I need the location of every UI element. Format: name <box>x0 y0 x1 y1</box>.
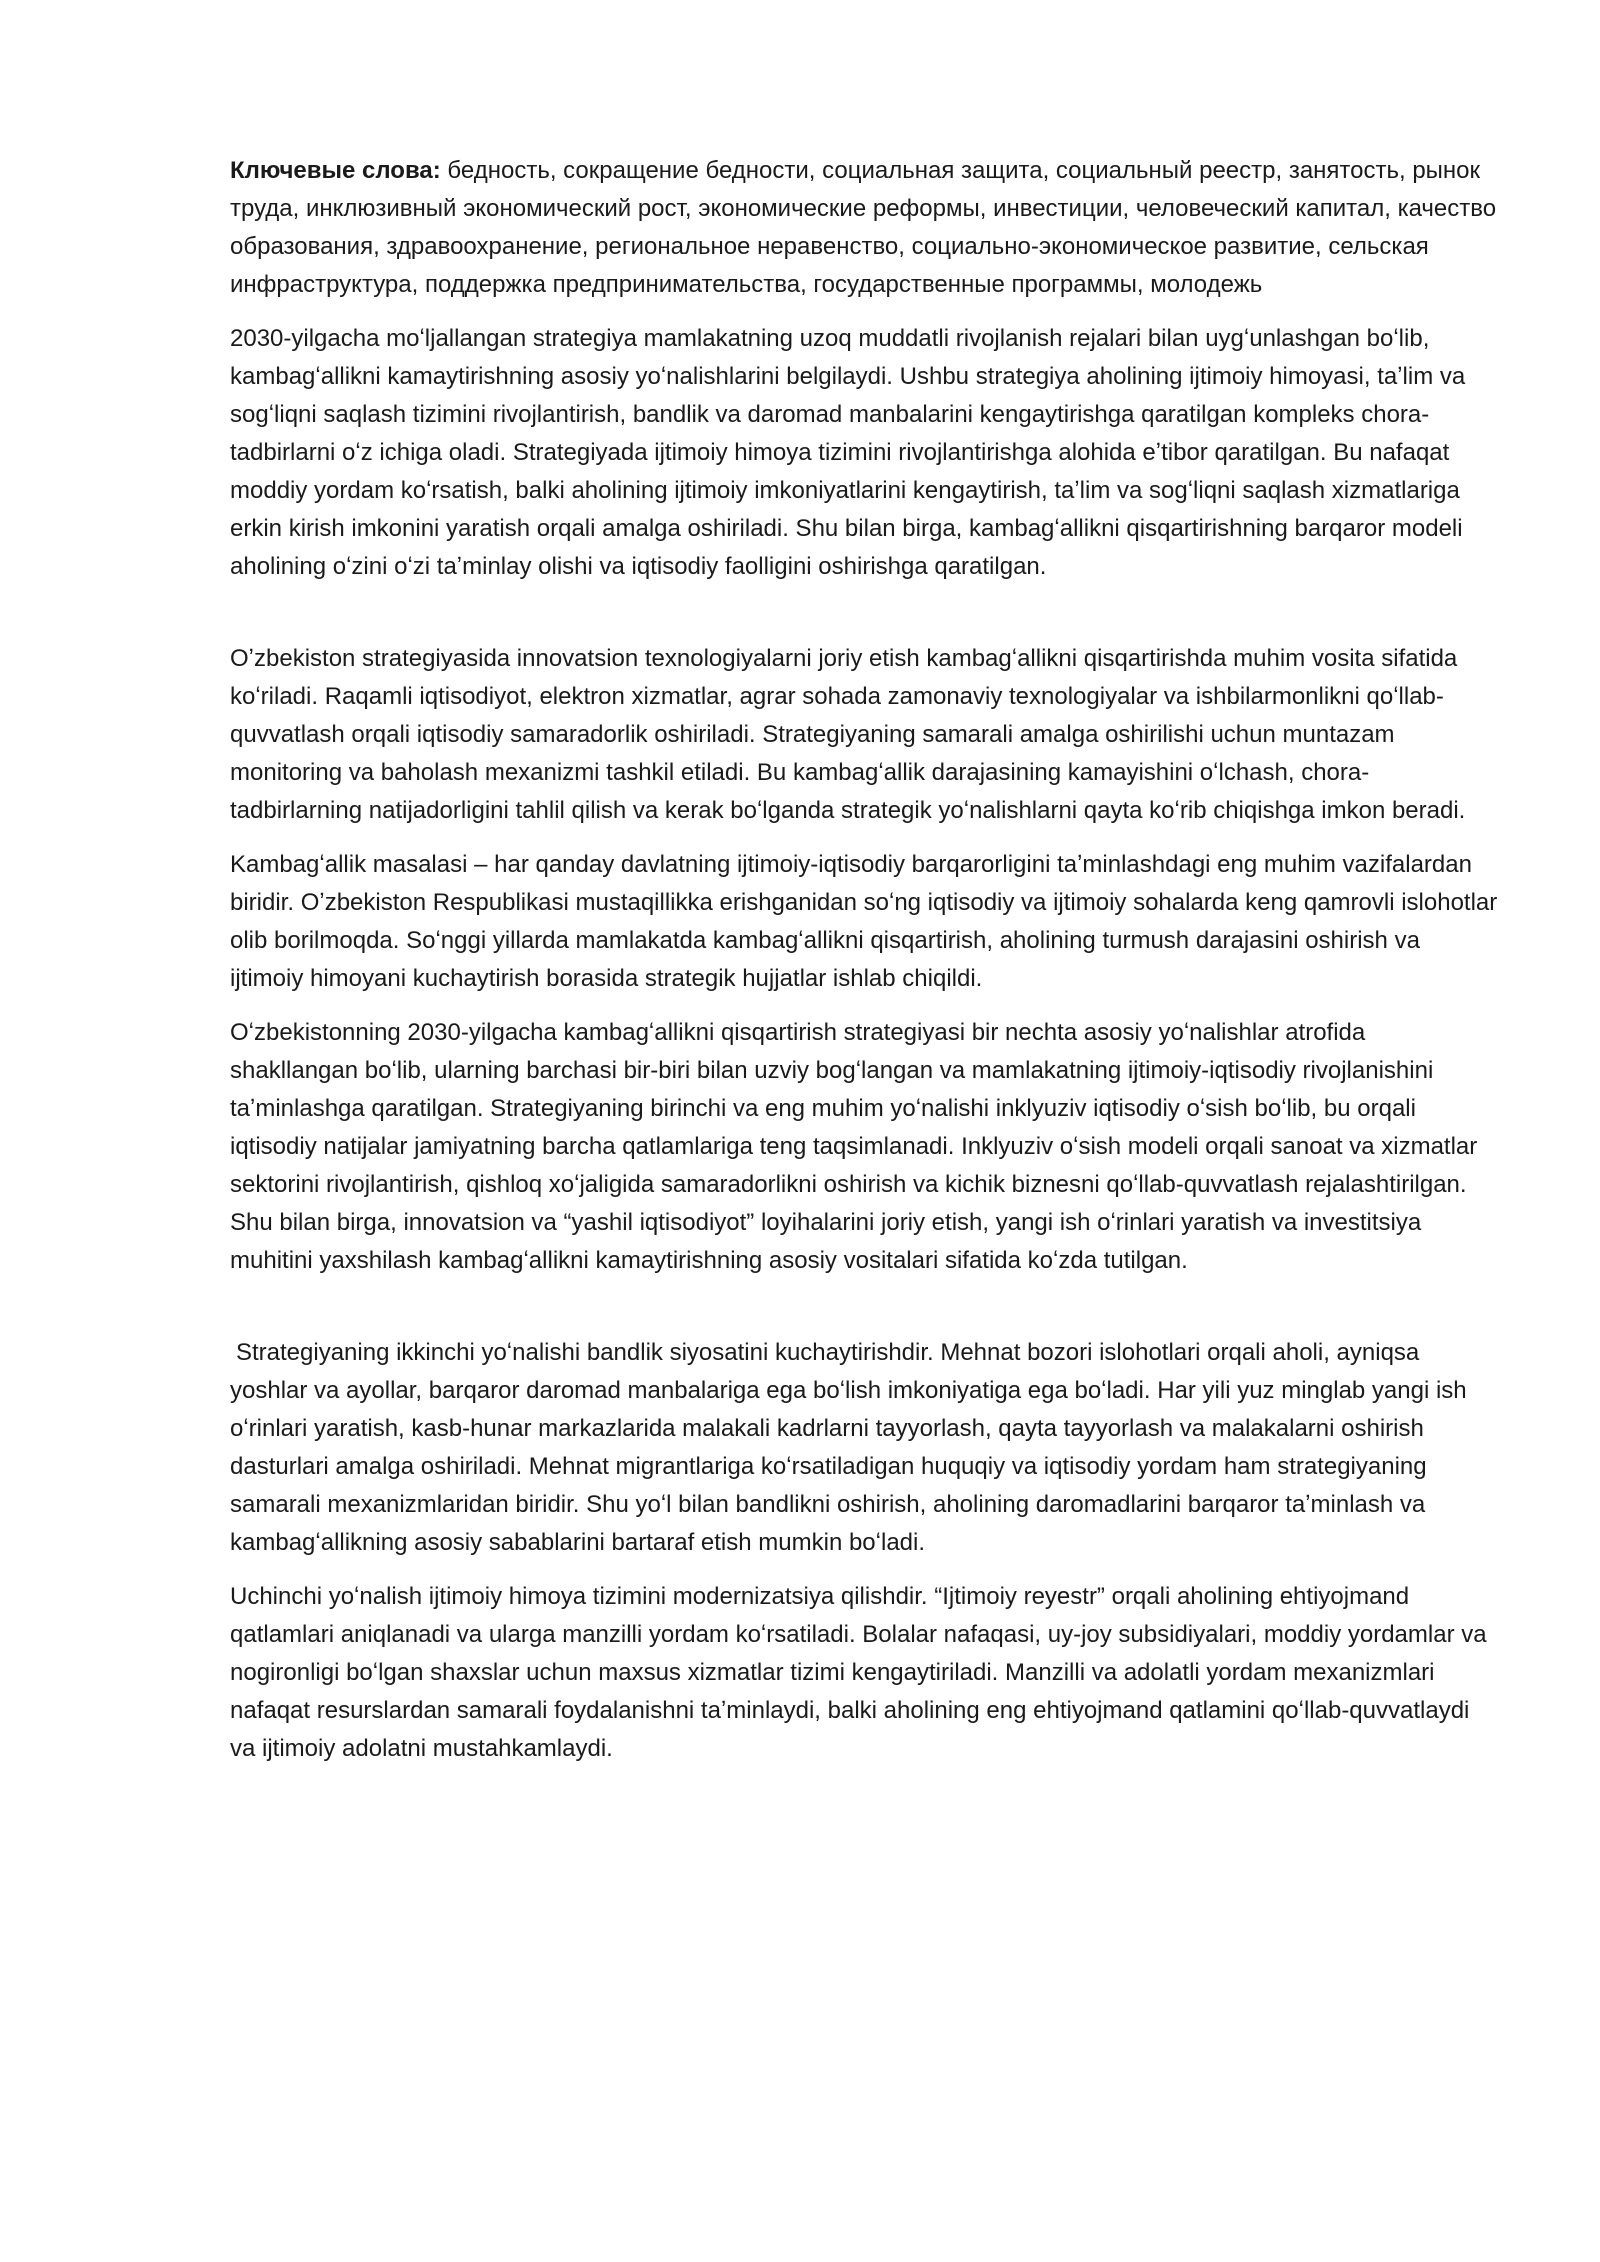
keywords-text: бедность, сокращение бедности, социальная защита, социальный реестр, занятость, рынок труда, инклюзивный экономический рост, экономические реформы, инвестиции, человеческий капитал, качество образования, здравоохранение, региональное неравенство, социально-экономическое развитие, сельская инфраструктура, поддержка предпринимательства, государственные программы, молодежь <box>230 157 1497 298</box>
body-paragraph-1: 2030-yilgacha moʻljallangan strategiya mamlakatning uzoq muddatli rivojlanish rejalari bilan uygʻunlashgan boʻlib, kambagʻallikni kamaytirishning asosiy yoʻnalishlarini belgilaydi. Ushbu strategiya aholining ijtimoiy himoyasi, taʼlim va sogʻliqni saqlash tizimini rivojlantirish, bandlik va daromad manbalarini kengaytirishga qaratilgan kompleks chora-tadbirlarni oʻz ichiga oladi. Strategiyada ijtimoiy himoya tizimini rivojlantirishga alohida eʼtibor qaratilgan. Bu nafaqat moddiy yordam koʻrsatish, balki aholining ijtimoiy imkoniyatlarini kengaytirish, taʼlim va sogʻliqni saqlash xizmatlariga erkin kirish imkonini yaratish orqali amalga oshiriladi. Shu bilan birga, kambagʻallikni qisqartirishning barqaror modeli aholining oʻzini oʻzi taʼminlay olishi va iqtisodiy faolligini oshirishga qaratilgan. <box>230 325 1466 580</box>
body-paragraph-3: Kambagʻallik masalasi – har qanday davlatning ijtimoiy-iqtisodiy barqarorligini taʼminlashdagi eng muhim vazifalardan biridir. Oʼzbekiston Respublikasi mustaqillikka erishganidan soʻng iqtisodiy va ijtimoiy sohalarda keng qamrovli islohotlar olib borilmoqda. Soʻnggi yillarda mamlakatda kambagʻallikni qisqartirish, aholining turmush darajasini oshirish va ijtimoiy himoyani kuchaytirish borasida strategik hujjatlar ishlab chiqildi. <box>230 851 1498 992</box>
keywords-paragraph <box>230 152 1498 304</box>
keywords-label: Ключевые слова: <box>230 157 441 184</box>
body-paragraph-5: Strategiyaning ikkinchi yoʻnalishi bandlik siyosatini kuchaytirishdir. Mehnat bozori islohotlari orqali aholi, ayniqsa yoshlar va ayollar, barqaror daromad manbalariga ega boʻlish imkoniyatiga ega boʻladi. Har yili yuz minglab yangi ish oʻrinlari yaratish, kasb-hunar markazlarida malakali kadrlarni tayyorlash, qayta tayyorlash va malakalarni oshirish dasturlari amalga oshiriladi. Mehnat migrantlariga koʻrsatiladigan huquqiy va iqtisodiy yordam ham strategiyaning samarali mexanizmlaridan biridir. Shu yoʻl bilan bandlikni oshirish, aholining daromadlarini barqaror taʼminlash va kambagʻallikning asosiy sabablarini bartaraf etish mumkin boʻladi. <box>230 1339 1467 1556</box>
body-paragraph-4: Oʻzbekistonning 2030-yilgacha kambagʻallikni qisqartirish strategiyasi bir nechta asosiy yoʻnalishlar atrofida shakllangan boʻlib, ularning barchasi bir-biri bilan uzviy bogʻlangan va mamlakatning ijtimoiy-iqtisodiy rivojlanishini taʼminlashga qaratilgan. Strategiyaning birinchi va eng muhim yoʻnalishi inklyuziv iqtisodiy oʻsish boʻlib, bu orqali iqtisodiy natijalar jamiyatning barcha qatlamlariga teng taqsimlanadi. Inklyuziv oʻsish modeli orqali sanoat va xizmatlar sektorini rivojlantirish, qishloq xoʻjaligida samaradorlikni oshirish va kichik biznesni qoʻllab-quvvatlash rejalashtirilgan. Shu bilan birga, innovatsion va “yashil iqtisodiyot” loyihalarini joriy etish, yangi ish oʻrinlari yaratish va investitsiya muhitini yaxshilash kambagʻallikni kamaytirishning asosiy vositalari sifatida koʻzda tutilgan. <box>230 1019 1478 1274</box>
document-page <box>230 152 1498 1784</box>
body-paragraph-6: Uchinchi yoʻnalish ijtimoiy himoya tizimini modernizatsiya qilishdir. “Ijtimoiy reyestr” orqali aholining ehtiyojmand qatlamlari aniqlanadi va ularga manzilli yordam koʻrsatiladi. Bolalar nafaqasi, uy-joy subsidiyalari, moddiy yordamlar va nogironligi boʻlgan shaxslar uchun maxsus xizmatlar tizimi kengaytiriladi. Manzilli va adolatli yordam mexanizmlari nafaqat resurslardan samarali foydalanishni taʼminlaydi, balki aholining eng ehtiyojmand qatlamini qoʻllab-quvvatlaydi va ijtimoiy adolatni mustahkamlaydi. <box>230 1583 1487 1762</box>
body-paragraph-2: Oʼzbekiston strategiyasida innovatsion texnologiyalarni joriy etish kambagʻallikni qisqartirishda muhim vosita sifatida koʻriladi. Raqamli iqtisodiyot, elektron xizmatlar, agrar sohada zamonaviy texnologiyalar va ishbilarmonlikni qoʻllab-quvvatlash orqali iqtisodiy samaradorlik oshiriladi. Strategiyaning samarali amalga oshirilishi uchun muntazam monitoring va baholash mexanizmi tashkil etiladi. Bu kambagʻallik darajasining kamayishini oʻlchash, chora-tadbirlarning natijadorligini tahlil qilish va kerak boʻlganda strategik yoʻnalishlarni qayta koʻrib chiqishga imkon beradi. <box>230 645 1466 824</box>
